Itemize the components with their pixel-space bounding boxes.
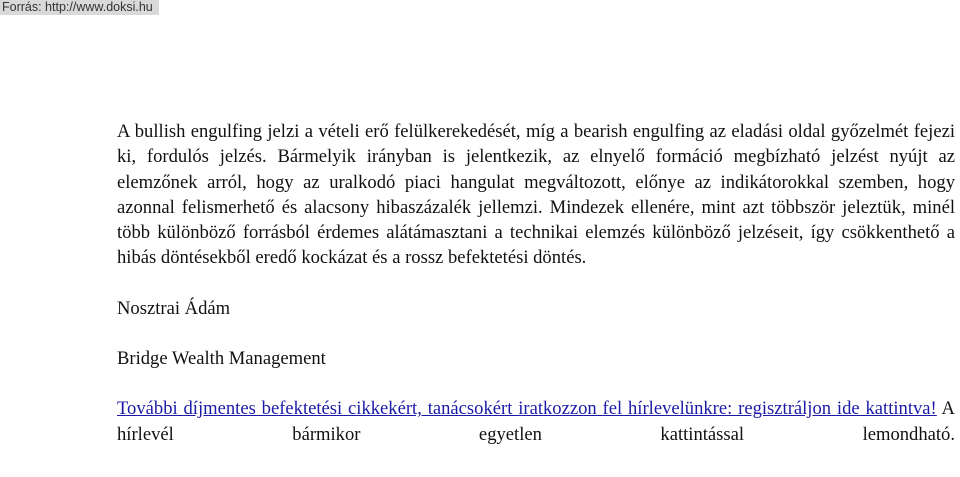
newsletter-signup — [117, 396, 955, 447]
article-paragraph: A bullish engulfing jelzi a vételi erő felülkerekedését, míg a bearish engulfing az eladási oldal győzelmét fejezi ki, fordulós jelzés. Bármelyik irányban is jelentkezik, az elnyelő formáció megbízható jelzést nyújt az elemzőnek arról, hogy az uralkodó piaci hangulat megváltozott, előnye az indikátorokkal szemben, hogy azonnal felismerhető és alacsony hibaszázalék jellemzi. Mindezek ellenére, mint azt többször jeleztük, minél több különböző forrásból érdemes alátámasztani a technikai elemzés különböző jelzéseit, így csökkenthető a hibás döntésekből eredő kockázat és a rossz befektetési döntés. — [117, 121, 955, 269]
newsletter-unsubscribe-note: A hírlevél bármikor egyetlen kattintással lemondható. — [117, 398, 955, 445]
company-name: Bridge Wealth Management — [117, 348, 326, 370]
source-url-label: Forrás: http://www.doksi.hu — [0, 0, 159, 15]
newsletter-signup-link[interactable]: További díjmentes befektetési cikkekért, tanácsokért iratkozzon fel hírlevelünkre: regisztráljon ide kattintva! — [117, 398, 937, 420]
article-content — [117, 119, 955, 447]
author-name: Nosztrai Ádám — [117, 297, 231, 319]
